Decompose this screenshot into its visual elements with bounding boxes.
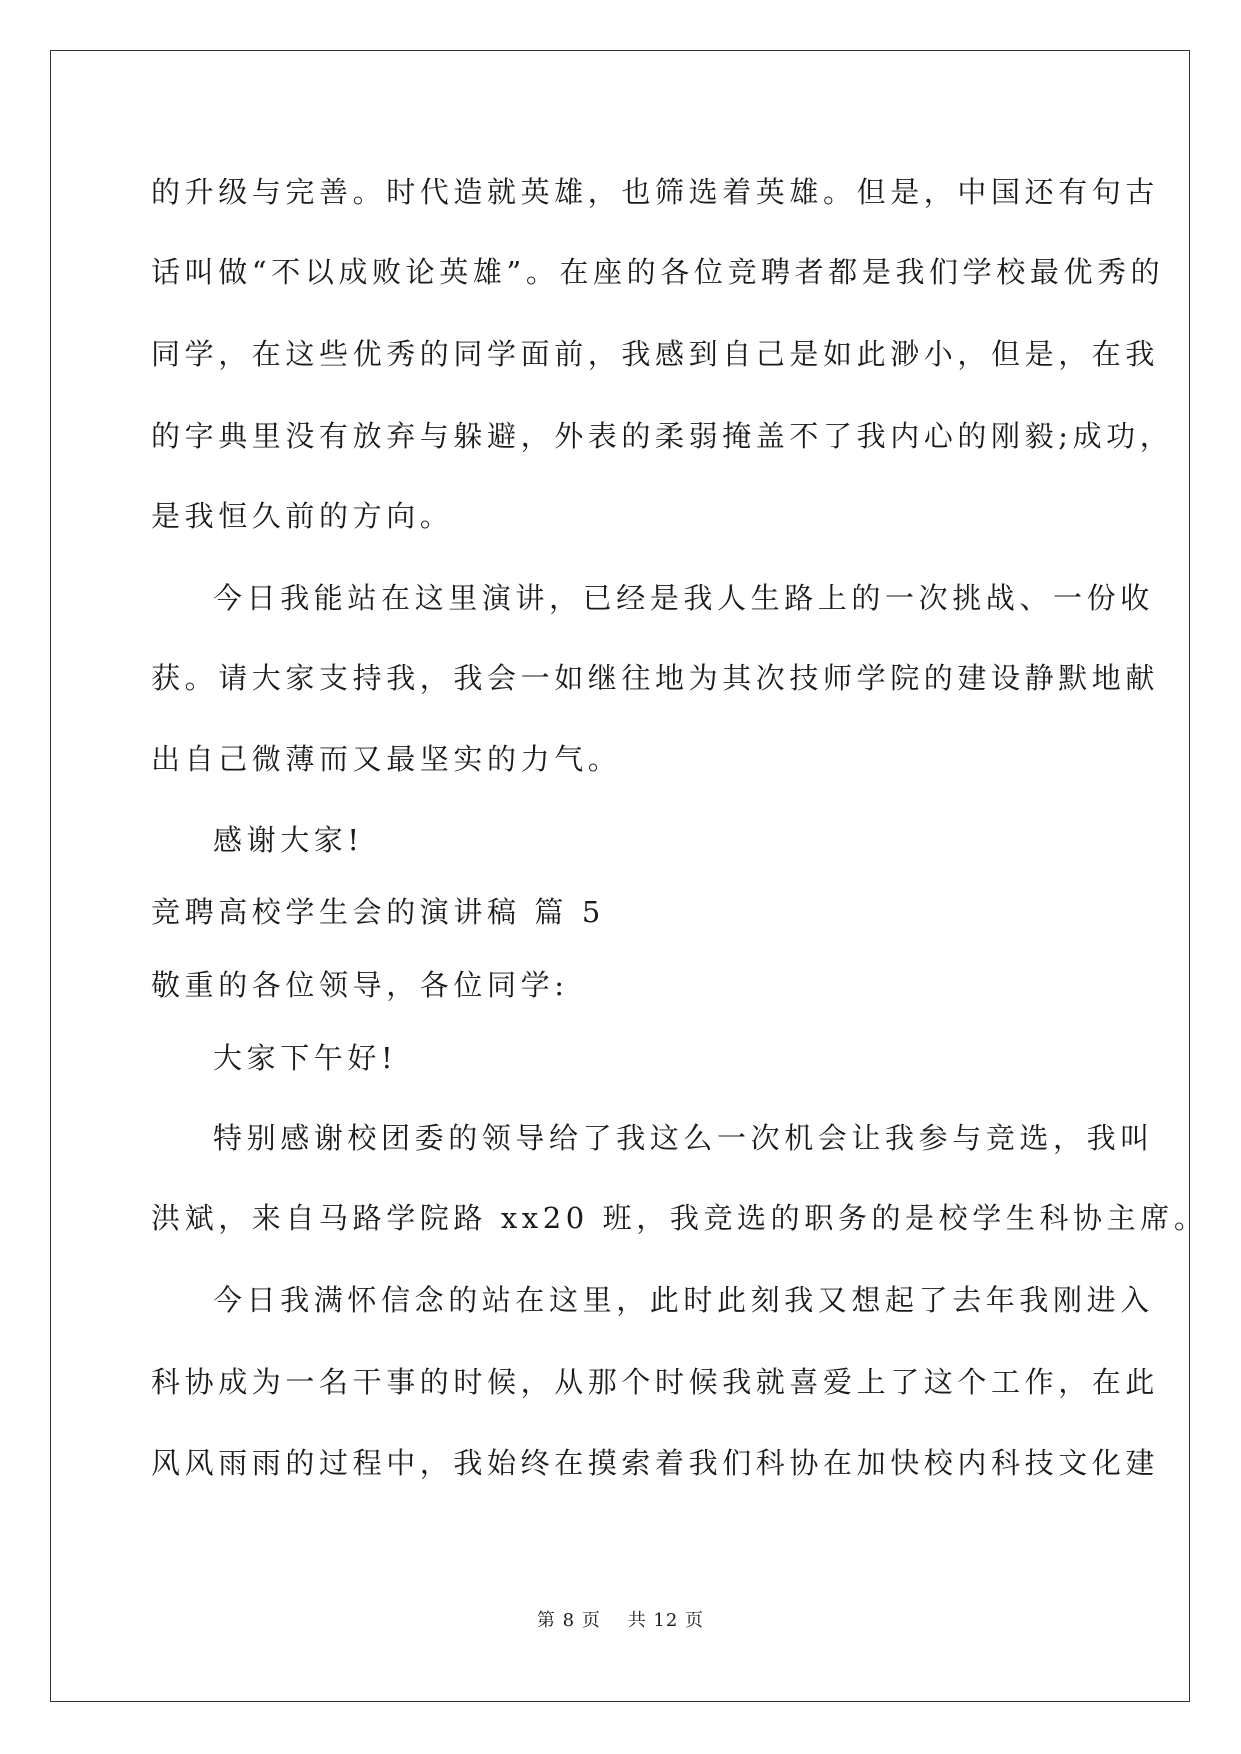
paragraph-line: 是我恒久前的方向。 bbox=[151, 499, 454, 533]
salutation: 敬重的各位领导，各位同学: bbox=[151, 968, 569, 1002]
paragraph-line: 话叫做“不以成败论英雄”。在座的各位竞聘者都是我们学校最优秀的 bbox=[151, 255, 1165, 289]
paragraph-line: 特别感谢校团委的领导给了我这么一次机会让我参与竞选，我叫 bbox=[213, 1121, 1154, 1155]
page-number-footer: 第 8 页 共 12 页 bbox=[536, 1610, 705, 1631]
paragraph-line: 风风雨雨的过程中，我始终在摸索着我们科协在加快校内科技文化建 bbox=[151, 1446, 1160, 1480]
paragraph-line: 科协成为一名干事的时候，从那个时候我就喜爱上了这个工作，在此 bbox=[151, 1365, 1160, 1399]
paragraph-line: 获。请大家支持我，我会一如继往地为其次技师学院的建设静默地献 bbox=[151, 661, 1160, 695]
section-heading: 竞聘高校学生会的演讲稿 篇 5 bbox=[151, 895, 605, 929]
greeting: 大家下午好! bbox=[213, 1041, 398, 1075]
paragraph-line: 今日我能站在这里演讲，已经是我人生路上的一次挑战、一份收 bbox=[213, 581, 1154, 615]
paragraph-line: 同学，在这些优秀的同学面前，我感到自己是如此渺小，但是，在我 bbox=[151, 337, 1160, 371]
paragraph-line: 感谢大家! bbox=[213, 823, 364, 857]
paragraph-line: 今日我满怀信念的站在这里，此时此刻我又想起了去年我刚进入 bbox=[213, 1283, 1154, 1317]
paragraph-line: 的升级与完善。时代造就英雄，也筛选着英雄。但是，中国还有句古 bbox=[151, 175, 1160, 209]
paragraph-line: 的字典里没有放弃与躲避，外表的柔弱掩盖不了我内心的刚毅;成功， bbox=[151, 419, 1174, 453]
paragraph-line: 出自己微薄而又最坚实的力气。 bbox=[151, 742, 622, 776]
paragraph-line: 洪斌，来自马路学院路 xx20 班，我竞选的职务的是校学生科协主席。 bbox=[151, 1201, 1208, 1235]
